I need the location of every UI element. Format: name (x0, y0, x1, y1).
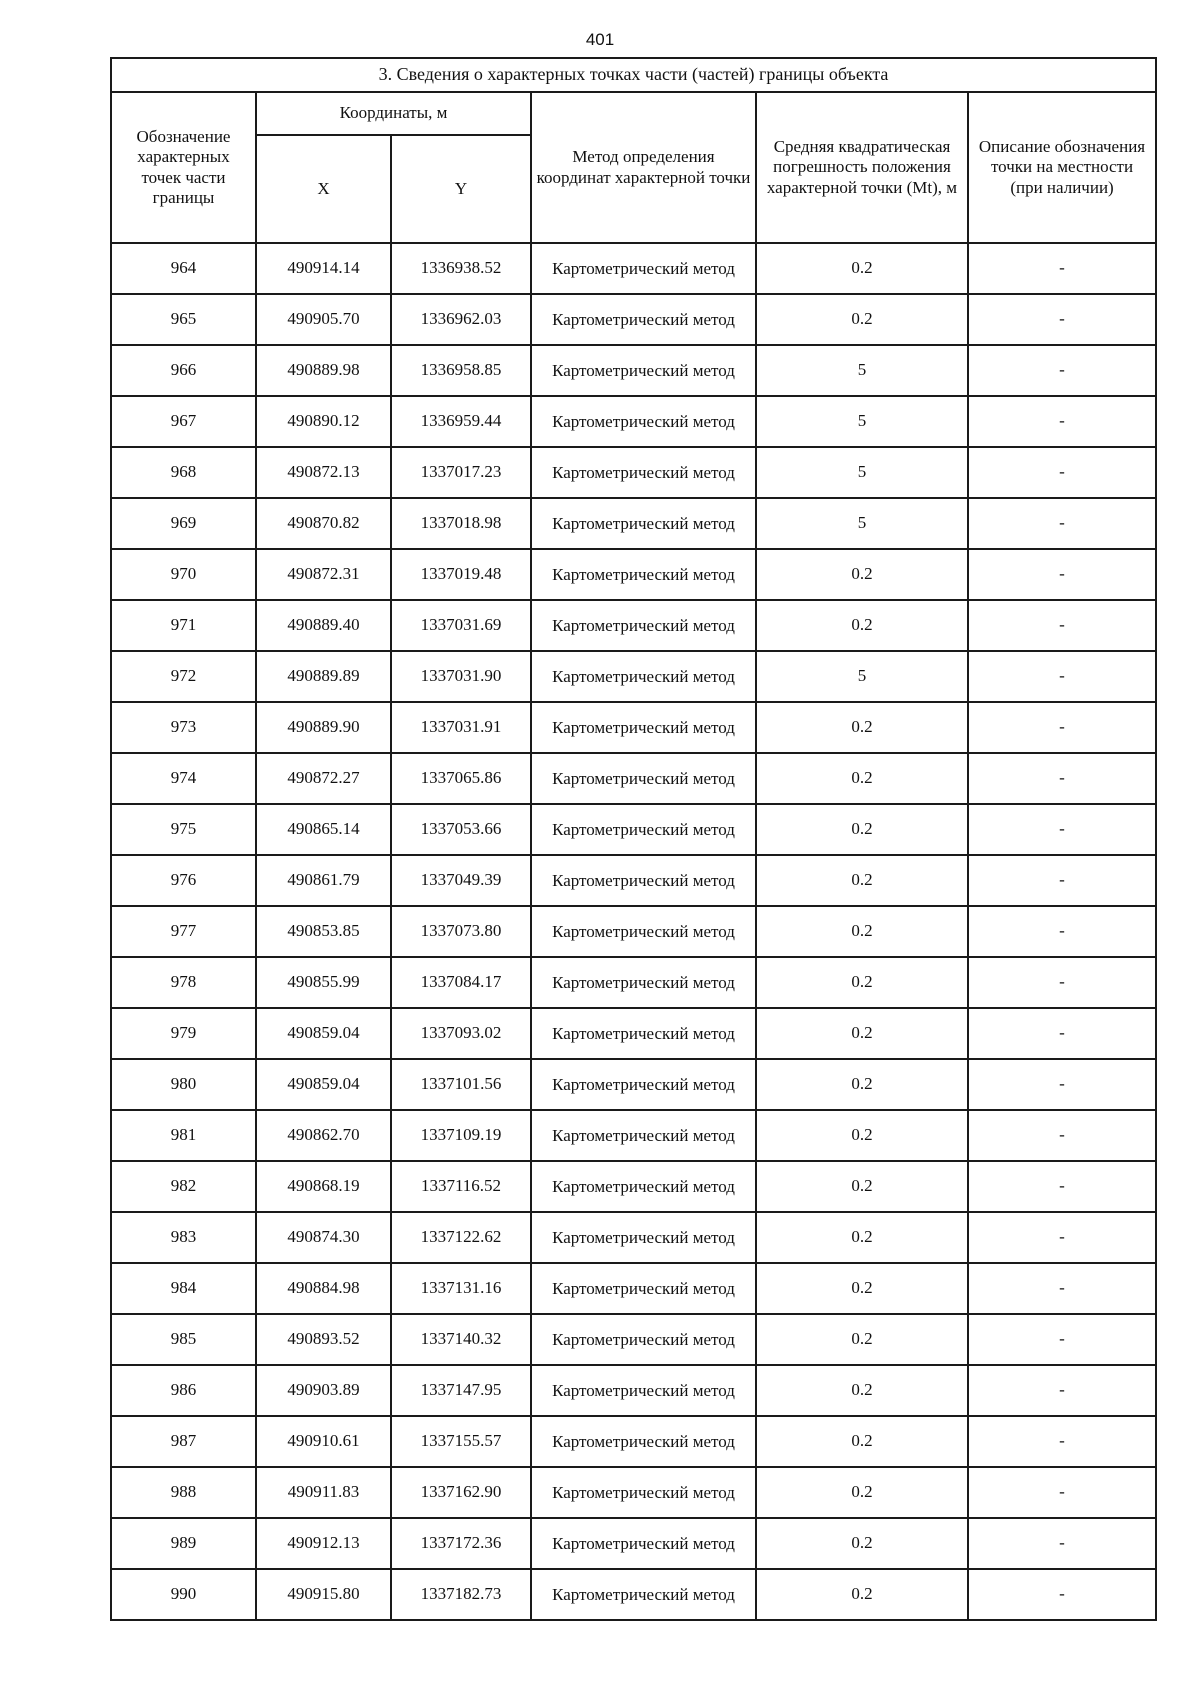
cell-method: Картометрический метод (531, 906, 756, 957)
cell-error: 0.2 (756, 1161, 968, 1212)
cell-description: - (968, 651, 1156, 702)
table-row (111, 753, 1156, 804)
cell-y: 1337065.86 (391, 753, 531, 804)
cell-description: - (968, 1467, 1156, 1518)
header-method: Метод определения координат характерной точки (531, 92, 756, 243)
table-row (111, 549, 1156, 600)
cell-y: 1337093.02 (391, 1008, 531, 1059)
cell-point: 977 (111, 906, 256, 957)
header-coords: Координаты, м (256, 92, 531, 135)
cell-x: 490911.83 (256, 1467, 391, 1518)
cell-method: Картометрический метод (531, 1212, 756, 1263)
cell-y: 1337182.73 (391, 1569, 531, 1620)
cell-error: 5 (756, 447, 968, 498)
cell-y: 1337018.98 (391, 498, 531, 549)
table-row (111, 294, 1156, 345)
cell-description: - (968, 1110, 1156, 1161)
cell-method: Картометрический метод (531, 549, 756, 600)
cell-error: 0.2 (756, 549, 968, 600)
table-row (111, 1467, 1156, 1518)
cell-method: Картометрический метод (531, 294, 756, 345)
cell-error: 0.2 (756, 1059, 968, 1110)
cell-description: - (968, 957, 1156, 1008)
cell-method: Картометрический метод (531, 600, 756, 651)
cell-description: - (968, 1008, 1156, 1059)
cell-x: 490905.70 (256, 294, 391, 345)
cell-error: 5 (756, 498, 968, 549)
cell-method: Картометрический метод (531, 1110, 756, 1161)
cell-error: 0.2 (756, 1569, 968, 1620)
cell-method: Картометрический метод (531, 957, 756, 1008)
cell-error: 0.2 (756, 1314, 968, 1365)
cell-description: - (968, 1161, 1156, 1212)
cell-x: 490859.04 (256, 1059, 391, 1110)
cell-point: 974 (111, 753, 256, 804)
cell-description: - (968, 855, 1156, 906)
cell-method: Картометрический метод (531, 447, 756, 498)
cell-x: 490853.85 (256, 906, 391, 957)
cell-x: 490872.13 (256, 447, 391, 498)
table-row (111, 1314, 1156, 1365)
cell-y: 1337131.16 (391, 1263, 531, 1314)
cell-description: - (968, 804, 1156, 855)
cell-y: 1336958.85 (391, 345, 531, 396)
cell-y: 1337053.66 (391, 804, 531, 855)
table-row (111, 447, 1156, 498)
cell-description: - (968, 1059, 1156, 1110)
cell-point: 984 (111, 1263, 256, 1314)
cell-y: 1337155.57 (391, 1416, 531, 1467)
cell-description: - (968, 1416, 1156, 1467)
cell-point: 975 (111, 804, 256, 855)
cell-x: 490915.80 (256, 1569, 391, 1620)
table-row (111, 243, 1156, 294)
table-row (111, 1365, 1156, 1416)
cell-x: 490889.40 (256, 600, 391, 651)
cell-error: 0.2 (756, 1518, 968, 1569)
cell-y: 1337122.62 (391, 1212, 531, 1263)
cell-x: 490855.99 (256, 957, 391, 1008)
cell-error: 0.2 (756, 702, 968, 753)
cell-method: Картометрический метод (531, 855, 756, 906)
table-row (111, 906, 1156, 957)
cell-description: - (968, 549, 1156, 600)
table-body (111, 243, 1156, 1620)
cell-point: 990 (111, 1569, 256, 1620)
cell-description: - (968, 702, 1156, 753)
cell-error: 0.2 (756, 1110, 968, 1161)
cell-error: 0.2 (756, 294, 968, 345)
header-y: Y (391, 135, 531, 243)
cell-x: 490912.13 (256, 1518, 391, 1569)
table-row (111, 1212, 1156, 1263)
cell-error: 0.2 (756, 855, 968, 906)
cell-point: 981 (111, 1110, 256, 1161)
table-row (111, 396, 1156, 447)
cell-point: 965 (111, 294, 256, 345)
cell-method: Картометрический метод (531, 1161, 756, 1212)
cell-point: 989 (111, 1518, 256, 1569)
cell-description: - (968, 1212, 1156, 1263)
cell-error: 0.2 (756, 1263, 968, 1314)
cell-y: 1337172.36 (391, 1518, 531, 1569)
cell-y: 1337147.95 (391, 1365, 531, 1416)
cell-y: 1336938.52 (391, 243, 531, 294)
cell-point: 970 (111, 549, 256, 600)
cell-y: 1336959.44 (391, 396, 531, 447)
cell-error: 0.2 (756, 1416, 968, 1467)
table-title: 3. Сведения о характерных точках части (частей) границы объекта (111, 58, 1156, 92)
cell-y: 1337084.17 (391, 957, 531, 1008)
cell-x: 490893.52 (256, 1314, 391, 1365)
cell-method: Картометрический метод (531, 1416, 756, 1467)
cell-point: 972 (111, 651, 256, 702)
cell-y: 1337140.32 (391, 1314, 531, 1365)
cell-point: 976 (111, 855, 256, 906)
boundary-points-table (110, 57, 1157, 1621)
cell-error: 0.2 (756, 1008, 968, 1059)
cell-error: 0.2 (756, 243, 968, 294)
cell-point: 988 (111, 1467, 256, 1518)
cell-method: Картометрический метод (531, 804, 756, 855)
cell-method: Картометрический метод (531, 1365, 756, 1416)
cell-description: - (968, 906, 1156, 957)
cell-method: Картометрический метод (531, 1569, 756, 1620)
cell-method: Картометрический метод (531, 1467, 756, 1518)
cell-y: 1337031.90 (391, 651, 531, 702)
cell-error: 0.2 (756, 957, 968, 1008)
cell-error: 0.2 (756, 600, 968, 651)
cell-x: 490884.98 (256, 1263, 391, 1314)
cell-point: 980 (111, 1059, 256, 1110)
cell-point: 983 (111, 1212, 256, 1263)
cell-point: 978 (111, 957, 256, 1008)
cell-method: Картометрический метод (531, 651, 756, 702)
cell-description: - (968, 1365, 1156, 1416)
cell-y: 1337017.23 (391, 447, 531, 498)
table-row (111, 600, 1156, 651)
cell-y: 1337019.48 (391, 549, 531, 600)
cell-x: 490889.89 (256, 651, 391, 702)
cell-x: 490889.90 (256, 702, 391, 753)
cell-description: - (968, 753, 1156, 804)
cell-description: - (968, 498, 1156, 549)
cell-description: - (968, 1314, 1156, 1365)
cell-x: 490870.82 (256, 498, 391, 549)
cell-x: 490910.61 (256, 1416, 391, 1467)
cell-x: 490903.89 (256, 1365, 391, 1416)
cell-method: Картометрический метод (531, 396, 756, 447)
cell-method: Картометрический метод (531, 498, 756, 549)
cell-point: 973 (111, 702, 256, 753)
table-row (111, 1569, 1156, 1620)
cell-description: - (968, 396, 1156, 447)
cell-y: 1337031.91 (391, 702, 531, 753)
cell-description: - (968, 243, 1156, 294)
cell-point: 964 (111, 243, 256, 294)
cell-method: Картометрический метод (531, 243, 756, 294)
cell-x: 490872.31 (256, 549, 391, 600)
table-row (111, 702, 1156, 753)
cell-error: 0.2 (756, 804, 968, 855)
cell-y: 1337101.56 (391, 1059, 531, 1110)
cell-description: - (968, 1569, 1156, 1620)
header-point: Обозначение характерных точек части границы (111, 92, 256, 243)
cell-error: 0.2 (756, 753, 968, 804)
cell-point: 967 (111, 396, 256, 447)
cell-x: 490872.27 (256, 753, 391, 804)
cell-point: 979 (111, 1008, 256, 1059)
header-description: Описание обозначения точки на местности (при наличии) (968, 92, 1156, 243)
cell-error: 5 (756, 345, 968, 396)
cell-method: Картометрический метод (531, 753, 756, 804)
cell-method: Картометрический метод (531, 1518, 756, 1569)
cell-x: 490889.98 (256, 345, 391, 396)
table-title-row (111, 58, 1156, 92)
cell-y: 1337049.39 (391, 855, 531, 906)
cell-y: 1337031.69 (391, 600, 531, 651)
cell-point: 986 (111, 1365, 256, 1416)
cell-error: 5 (756, 651, 968, 702)
table-row (111, 957, 1156, 1008)
cell-point: 982 (111, 1161, 256, 1212)
cell-point: 966 (111, 345, 256, 396)
header-row-1 (111, 92, 1156, 135)
cell-y: 1336962.03 (391, 294, 531, 345)
cell-description: - (968, 1518, 1156, 1569)
table-row (111, 1110, 1156, 1161)
cell-description: - (968, 600, 1156, 651)
cell-method: Картометрический метод (531, 1263, 756, 1314)
table-row (111, 1518, 1156, 1569)
table-row (111, 345, 1156, 396)
cell-x: 490874.30 (256, 1212, 391, 1263)
cell-point: 987 (111, 1416, 256, 1467)
cell-description: - (968, 447, 1156, 498)
cell-x: 490859.04 (256, 1008, 391, 1059)
cell-point: 969 (111, 498, 256, 549)
table-row (111, 1008, 1156, 1059)
cell-error: 5 (756, 396, 968, 447)
cell-error: 0.2 (756, 1467, 968, 1518)
table-row (111, 651, 1156, 702)
cell-error: 0.2 (756, 1212, 968, 1263)
cell-error: 0.2 (756, 906, 968, 957)
cell-point: 985 (111, 1314, 256, 1365)
table-row (111, 1059, 1156, 1110)
table-row (111, 498, 1156, 549)
cell-point: 971 (111, 600, 256, 651)
cell-x: 490862.70 (256, 1110, 391, 1161)
cell-x: 490868.19 (256, 1161, 391, 1212)
cell-method: Картометрический метод (531, 1314, 756, 1365)
table-row (111, 1263, 1156, 1314)
cell-method: Картометрический метод (531, 1059, 756, 1110)
table-row (111, 1161, 1156, 1212)
cell-description: - (968, 1263, 1156, 1314)
cell-y: 1337162.90 (391, 1467, 531, 1518)
cell-y: 1337073.80 (391, 906, 531, 957)
cell-method: Картометрический метод (531, 702, 756, 753)
cell-x: 490865.14 (256, 804, 391, 855)
cell-x: 490861.79 (256, 855, 391, 906)
cell-error: 0.2 (756, 1365, 968, 1416)
table-row (111, 804, 1156, 855)
cell-x: 490914.14 (256, 243, 391, 294)
table-row (111, 1416, 1156, 1467)
cell-point: 968 (111, 447, 256, 498)
header-error: Средняя квадратическая погрешность положения характерной точки (Mt), м (756, 92, 968, 243)
cell-method: Картометрический метод (531, 345, 756, 396)
cell-method: Картометрический метод (531, 1008, 756, 1059)
header-x: X (256, 135, 391, 243)
cell-x: 490890.12 (256, 396, 391, 447)
cell-y: 1337116.52 (391, 1161, 531, 1212)
cell-y: 1337109.19 (391, 1110, 531, 1161)
cell-description: - (968, 294, 1156, 345)
page-number: 401 (585, 30, 615, 49)
table-row (111, 855, 1156, 906)
cell-description: - (968, 345, 1156, 396)
